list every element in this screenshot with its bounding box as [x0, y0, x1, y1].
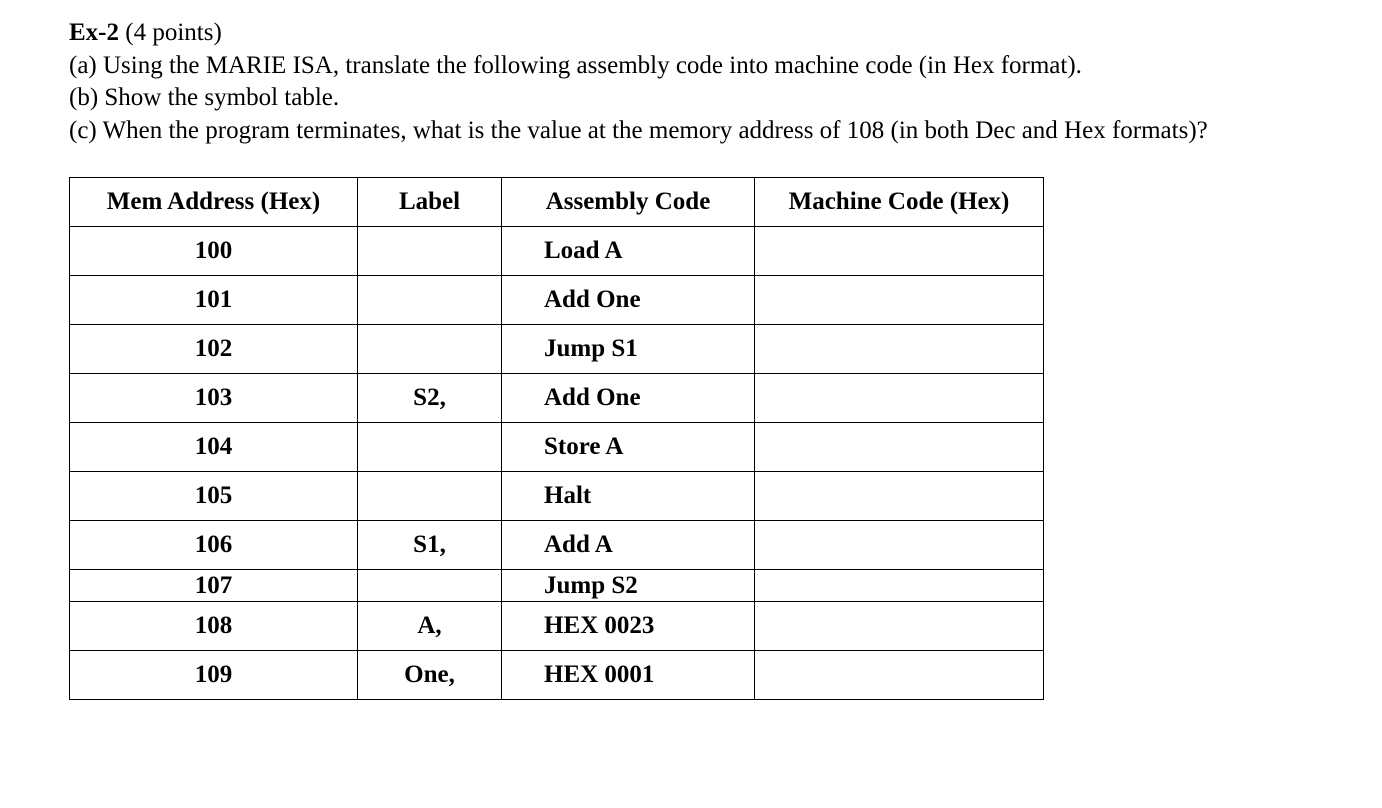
table-row	[70, 570, 1044, 602]
assembly-table	[69, 177, 1044, 700]
table-row	[70, 602, 1044, 651]
label-cell: A,	[358, 602, 502, 651]
table-row	[70, 521, 1044, 570]
question-part-b: (b) Show the symbol table.	[69, 84, 340, 111]
label-cell	[358, 276, 502, 325]
machine-code-cell	[755, 276, 1044, 325]
assembly-cell: HEX 0023	[502, 602, 755, 651]
assembly-cell: Jump S2	[502, 570, 755, 602]
label-cell	[358, 570, 502, 602]
machine-code-cell	[755, 602, 1044, 651]
table-row	[70, 325, 1044, 374]
label-cell: S2,	[358, 374, 502, 423]
address-cell: 108	[70, 602, 358, 651]
column-header-machine: Machine Code (Hex)	[755, 178, 1044, 227]
address-cell: 102	[70, 325, 358, 374]
address-cell: 101	[70, 276, 358, 325]
assembly-cell: HEX 0001	[502, 651, 755, 700]
column-header-address: Mem Address (Hex)	[70, 178, 358, 227]
address-cell: 104	[70, 423, 358, 472]
points-label: (4 points)	[119, 19, 222, 46]
machine-code-cell	[755, 227, 1044, 276]
column-header-label: Label	[358, 178, 502, 227]
exercise-label: Ex-2	[69, 19, 119, 46]
assembly-cell: Add One	[502, 276, 755, 325]
machine-code-cell	[755, 374, 1044, 423]
assembly-cell: Halt	[502, 472, 755, 521]
table-header-row	[70, 178, 1044, 227]
table-row	[70, 276, 1044, 325]
assembly-cell: Add One	[502, 374, 755, 423]
label-cell	[358, 325, 502, 374]
address-cell: 109	[70, 651, 358, 700]
assembly-cell: Load A	[502, 227, 755, 276]
label-cell	[358, 423, 502, 472]
machine-code-cell	[755, 472, 1044, 521]
assembly-cell: Add A	[502, 521, 755, 570]
assembly-cell: Store A	[502, 423, 755, 472]
address-cell: 107	[70, 570, 358, 602]
machine-code-cell	[755, 423, 1044, 472]
machine-code-cell	[755, 651, 1044, 700]
table-row	[70, 472, 1044, 521]
assembly-cell: Jump S1	[502, 325, 755, 374]
question-part-c: (c) When the program terminates, what is the value at the memory address of 108 (in both Dec and Hex formats)?	[69, 116, 1208, 144]
label-cell: One,	[358, 651, 502, 700]
label-cell: S1,	[358, 521, 502, 570]
table-row	[70, 374, 1044, 423]
label-cell	[358, 227, 502, 276]
table-row	[70, 227, 1044, 276]
question-header	[69, 17, 1208, 147]
machine-code-cell	[755, 521, 1044, 570]
column-header-assembly: Assembly Code	[502, 178, 755, 227]
machine-code-cell	[755, 325, 1044, 374]
table-row	[70, 651, 1044, 700]
address-cell: 105	[70, 472, 358, 521]
address-cell: 106	[70, 521, 358, 570]
address-cell: 103	[70, 374, 358, 423]
label-cell	[358, 472, 502, 521]
question-part-a: (a) Using the MARIE ISA, translate the following assembly code into machine code (in Hex format).	[69, 51, 1082, 79]
machine-code-cell	[755, 570, 1044, 602]
address-cell: 100	[70, 227, 358, 276]
question-title	[69, 17, 1208, 50]
table-row	[70, 423, 1044, 472]
